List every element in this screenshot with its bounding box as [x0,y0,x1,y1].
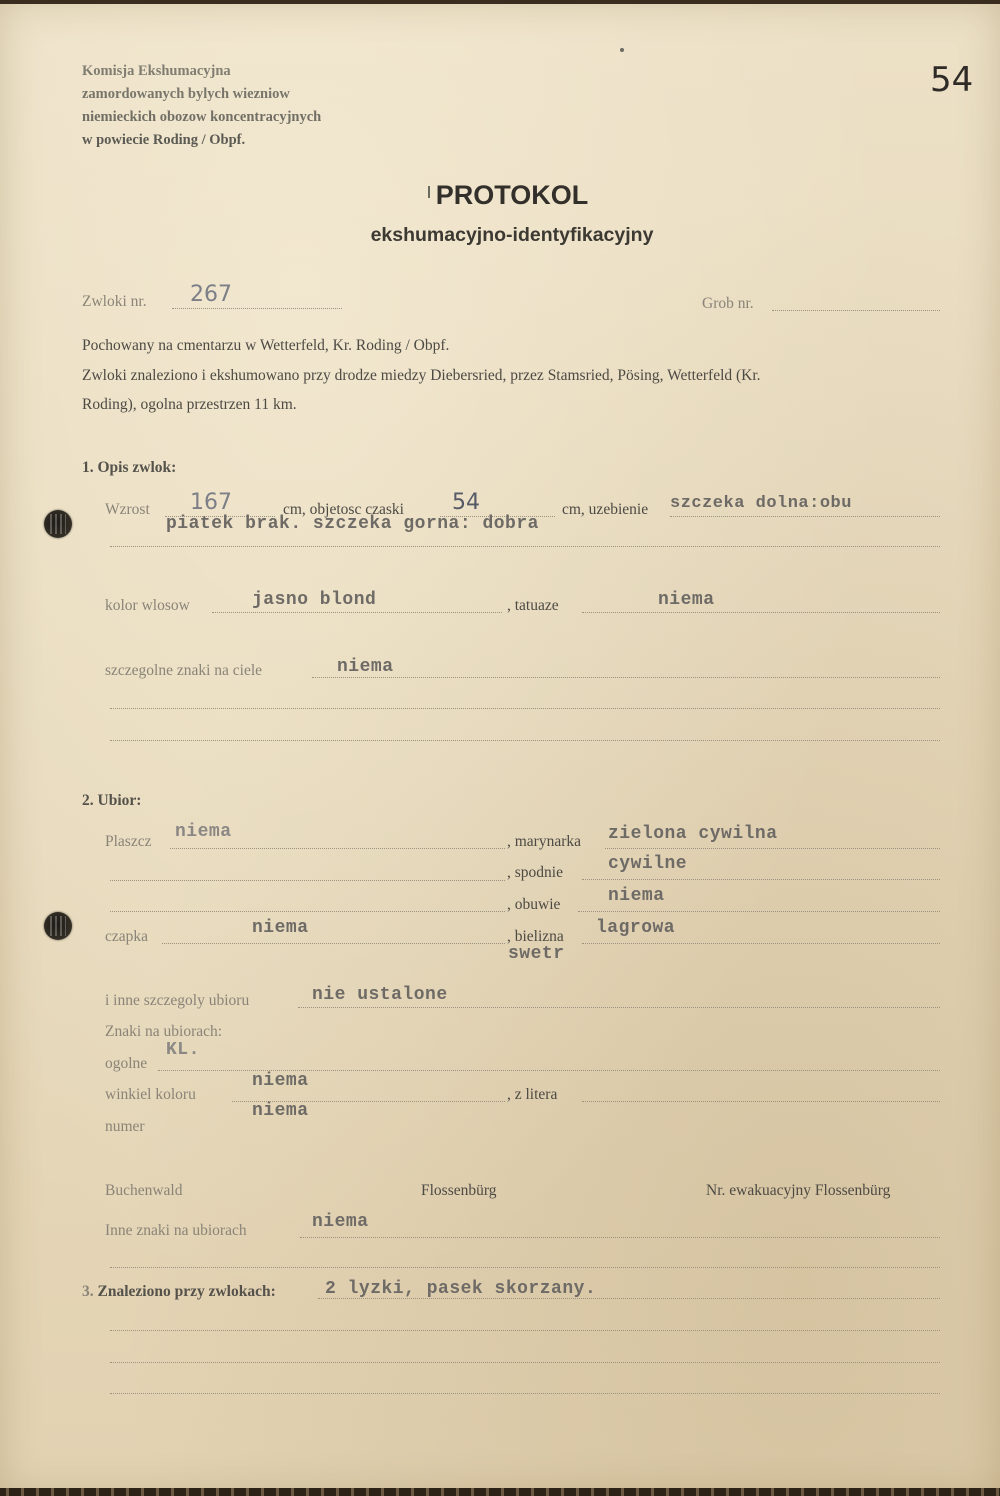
section3-value: 2 lyzki, pasek skorzany. [325,1279,597,1299]
winkiel-label: winkiel koloru [105,1086,196,1103]
zwloki-value: 267 [190,282,232,307]
section3-dotted-line [318,1298,940,1299]
zwloki-dotted-line [172,308,342,309]
inne-szczegoly-value: nie ustalone [312,985,448,1005]
numer-label: numer [105,1118,145,1135]
bielizna-value: lagrowa [596,918,676,938]
plaszcz-dotted-line [170,848,505,849]
grob-label: Grob nr. [702,295,754,312]
commission-header [82,60,321,152]
section2-number: 2. [82,792,94,809]
header-line-1: Komisja Ekshumacyjna [82,63,231,79]
tatuaze-dotted-line [582,612,940,613]
inne-znaki-dotted-line [300,1237,940,1238]
section3-title: Znaleziono przy zwlokach: [97,1283,276,1300]
bielizna-dotted-line [582,943,940,944]
inne-znaki-value: niema [312,1212,369,1232]
marynarka-label: , marynarka [507,833,582,850]
section2-heading [82,792,141,810]
obuwie-dotted-line [578,911,940,912]
znaki-ubiorach-label: Znaki na ubiorach: [105,1023,223,1040]
punch-hole-top [44,510,72,538]
grob-dotted-line [772,310,940,311]
obuwie-value: niema [608,886,665,906]
header-line-2: zamordowanych bylych wiezniow [82,86,290,102]
uzebienie-extra-line [110,546,940,547]
flossenburg-label: Flossenbürg [421,1182,497,1199]
section1-number: 1. [82,459,94,476]
zwloki-label: Zwloki nr. [82,293,147,310]
section2-extra-line [110,1267,940,1268]
czaska-label: cm, objetosc czaski [283,501,404,518]
kolor-dotted-line [212,612,502,613]
marynarka-value: zielona cywilna [608,824,778,844]
uzebienie-label: cm, uzebienie [562,501,649,518]
ogolne-label: ogolne [105,1055,148,1072]
header-line-3: niemieckich obozow koncentracyjnych [82,109,322,125]
punch-hole-bottom [44,912,72,940]
buchenwald-label: Buchenwald [105,1182,183,1199]
section3-number: 3. [82,1283,94,1300]
section1-extra-line-1 [110,708,940,709]
scan-bottom-edge [0,1488,1000,1496]
section3-heading [82,1283,276,1301]
znaki-ciele-label: szczegolne znaki na ciele [105,662,263,679]
scan-top-edge [0,0,1000,4]
numer-value: niema [252,1101,309,1121]
section1-heading [82,459,176,477]
uzebienie-value: szczeka dolna:obu [670,494,852,513]
bielizna-value-2: swetr [508,944,565,964]
exhumation-line: Zwloki znaleziono i ekshumowano przy drodze miedzy Diebersried, przez Stamsried, Pösing, Wetterfeld (Kr. [82,367,761,384]
document-title: PROTOKOL [435,180,589,210]
kolor-label: kolor wlosow [105,597,190,614]
obuwie-label: , obuwie [507,896,561,913]
uzebienie-continuation: piatek brak. szczeka gorna: dobra [166,514,539,534]
inne-znaki-label: Inne znaki na ubiorach [105,1222,247,1239]
czapka-dotted-line [162,943,505,944]
wzrost-label: Wzrost [105,501,150,518]
wzrost-value: 167 [190,490,232,515]
uzebienie-dotted-line [670,516,940,517]
spodnie-left-line [110,880,505,881]
section3-extra-line-2 [110,1362,940,1363]
czapka-value: niema [252,918,309,938]
section3-extra-line-3 [110,1393,940,1394]
plaszcz-value: niema [175,822,232,842]
distance-line: Roding), ogolna przestrzen 11 km. [82,396,297,413]
spodnie-dotted-line [582,879,940,880]
litera-dotted-line [582,1101,940,1102]
tatuaze-label: , tatuaze [507,597,559,614]
spodnie-label: , spodnie [507,864,563,881]
section2-title: Ubior: [97,792,142,809]
header-line-4: w powiecie Roding / Obpf. [82,132,246,148]
section3-extra-line-1 [110,1330,940,1331]
page-number: 54 [930,60,974,100]
marynarka-dotted-line [605,848,940,849]
stray-dot [620,48,624,52]
plaszcz-label: Plaszcz [105,833,152,850]
inne-szczegoly-dotted-line [298,1007,940,1008]
ewakuacyjny-label: Nr. ewakuacyjny Flossenbürg [706,1182,891,1199]
section1-title: Opis zwlok: [97,459,177,476]
znaki-ciele-dotted-line [312,677,940,678]
bielizna-label: , bielizna [507,928,564,945]
winkiel-value: niema [252,1071,309,1091]
stray-tick [428,186,430,198]
znaki-ciele-value: niema [337,657,394,677]
obuwie-left-line [110,911,505,912]
burial-line: Pochowany na cmentarzu w Wetterfeld, Kr. Roding / Obpf. [82,337,450,354]
czapka-label: czapka [105,928,149,945]
ogolne-value: KL. [166,1040,200,1060]
litera-label: , z litera [507,1086,558,1103]
kolor-value: jasno blond [252,590,377,610]
spodnie-value: cywilne [608,854,688,874]
czaska-value: 54 [452,490,480,515]
document-subtitle: ekshumacyjno-identyfikacyjny [370,224,654,246]
tatuaze-value: niema [658,590,715,610]
inne-szczegoly-label: i inne szczegoly ubioru [105,992,250,1009]
section1-extra-line-2 [110,740,940,741]
